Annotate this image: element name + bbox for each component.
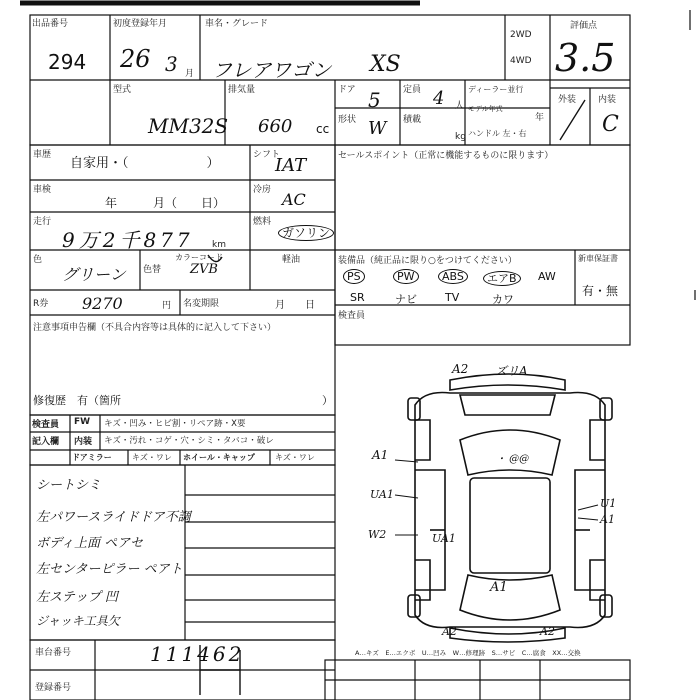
warranty-label: 新車保証書	[578, 254, 618, 263]
inspector-entry-label: 記入欄	[32, 437, 60, 447]
cap-unit: 人	[455, 101, 465, 111]
damage-mark: ズリA	[495, 364, 528, 378]
fw-label: FW	[74, 417, 91, 427]
exterior-label: 外装	[558, 95, 577, 105]
mileage: 9万2千877	[62, 228, 194, 252]
shift-label: シフト	[253, 150, 281, 160]
equip-abs: ABS	[438, 269, 468, 284]
mirror-label: ドアミラー	[72, 453, 112, 462]
ac-label: 冷房	[253, 185, 272, 195]
color-no-label: 色替	[143, 265, 162, 275]
kg-unit: kg	[455, 132, 466, 142]
usage-label: 車歴	[33, 150, 52, 160]
first-reg-label: 初度登録年月	[113, 19, 168, 29]
sales-point-label: セールスポイント（正常に機能するものに限ります）	[338, 151, 554, 161]
lot-number: 294	[48, 50, 87, 74]
type-code: MM32S	[148, 114, 229, 138]
color: グリーン	[62, 265, 126, 284]
interior-grade: C	[602, 112, 619, 137]
capacity-label: 定員	[403, 85, 422, 95]
notes-label: 注意事項申告欄（不具合内容等は具体的に記入して下さい）	[33, 323, 277, 333]
damage-mark: U1	[600, 497, 617, 510]
equip-navi: ナビ	[395, 293, 417, 306]
type-label: 型式	[113, 85, 132, 95]
wheel-items: キズ・ワレ	[275, 453, 315, 462]
cc-label: 排気量	[228, 85, 256, 95]
equip-pw: PW	[393, 269, 419, 284]
damage-mark: UA1	[432, 532, 456, 545]
fuel-label: 燃料	[253, 217, 272, 227]
inspection-date: 年 月（ 日）	[105, 196, 226, 210]
equip-ps: PS	[343, 269, 365, 284]
ac-value: AC	[282, 190, 306, 209]
load-label: 積載	[403, 115, 422, 125]
handle-label: ハンドル 左・右	[468, 129, 527, 138]
reg-number-label: 登録番号	[35, 683, 72, 693]
month-unit: 月	[185, 69, 195, 79]
reg-month: 3	[165, 52, 178, 76]
warranty-value: 有・無	[582, 284, 619, 298]
diesel-label: 軽油	[282, 255, 301, 265]
4wd-label: 4WD	[510, 56, 532, 66]
fw-items: キズ・凹み・ヒビ割・リペア跡・X要	[104, 419, 246, 429]
2wd-label: 2WD	[510, 30, 532, 40]
note-line: ボディ上面 ペアセ	[36, 536, 143, 551]
inspection-label: 車検	[33, 185, 52, 195]
interior-check-label: 内装	[74, 437, 93, 447]
equip-sr: SR	[350, 291, 365, 304]
color-code: ZVB	[190, 262, 218, 277]
damage-mark: A1	[490, 580, 508, 595]
damage-mark: A1	[372, 448, 389, 462]
mileage-label: 走行	[33, 217, 52, 227]
damage-mark: UA1	[370, 488, 394, 501]
repair-paren: ）	[322, 394, 333, 407]
damage-mark: A2	[452, 362, 469, 376]
km-unit: km	[212, 240, 226, 250]
shape-label: 形状	[338, 115, 357, 125]
damage-mark: A2	[442, 625, 457, 638]
equip-tv: TV	[445, 291, 460, 304]
interior-label: 内装	[598, 95, 617, 105]
note-line: ジャッキ工具欠	[36, 614, 120, 628]
inspector-label: 検査員	[32, 420, 60, 430]
damage-dot: ・ @@	[496, 454, 530, 465]
usage: 自家用・（ ）	[70, 156, 220, 171]
grade: XS	[370, 52, 401, 77]
year-unit: 年	[535, 113, 545, 123]
mirror-items: キズ・ワレ	[132, 453, 172, 462]
note-line: シートシミ	[36, 478, 102, 493]
color-code-label: カラーコード	[175, 253, 223, 262]
equipment-label: 装備品（純正品に限り○をつけてください）	[338, 256, 517, 266]
other-label: 検査員	[338, 311, 366, 321]
score-label: 評価点	[570, 21, 598, 31]
car-diagram	[408, 374, 612, 642]
chassis-number: 111462	[150, 642, 245, 666]
score-value: 3.5	[555, 36, 616, 80]
note-line: 左パワースライドドア不調	[36, 510, 191, 525]
lot-label: 出品番号	[32, 19, 69, 29]
shape: W	[368, 118, 387, 139]
title-change-date: 月 日	[275, 300, 315, 311]
chassis-label: 車台番号	[35, 648, 72, 658]
model-year-label: モデル年式	[468, 105, 503, 113]
model-label: 車名・グレード	[205, 19, 269, 29]
note-line: 左ステップ 凹	[36, 590, 118, 605]
doors: 5	[368, 88, 381, 112]
cc-value: 660	[258, 116, 293, 137]
model-name: フレアワゴン	[212, 58, 332, 82]
reg-year: 26	[120, 45, 151, 73]
dealer-label: ディーラー並行	[468, 85, 524, 94]
shift: IAT	[275, 155, 307, 176]
repair-label: 修復歴 有（箇所	[33, 394, 121, 407]
r-ticket-label: R券	[33, 299, 49, 309]
door-label: ドア	[338, 85, 356, 95]
damage-mark: A1	[600, 513, 615, 526]
cc-unit: cc	[316, 122, 330, 136]
r-ticket-value: 9270	[82, 294, 123, 313]
interior-items: キズ・汚れ・コゲ・穴・シミ・タバコ・破レ	[104, 436, 274, 446]
yen-unit: 円	[162, 301, 172, 311]
color-label: 色	[33, 255, 43, 265]
equip-leather: カワ	[492, 293, 514, 306]
title-change-label: 名変期限	[183, 299, 220, 309]
equip-aw: AW	[538, 270, 556, 283]
equip-airbag: エアB	[483, 271, 521, 286]
damage-legend: A…キズ E…エクボ U…凹み W…修理跡 S…サビ C…腐食 XX…交換	[355, 649, 581, 657]
wheel-label: ホイール・キャップ	[183, 453, 255, 462]
note-line: 左センターピラー ペアト	[36, 562, 183, 577]
fuel-value: ガソリン	[278, 225, 334, 241]
capacity: 4	[433, 88, 445, 109]
damage-mark: W2	[368, 528, 387, 541]
damage-mark: A2	[540, 625, 555, 638]
